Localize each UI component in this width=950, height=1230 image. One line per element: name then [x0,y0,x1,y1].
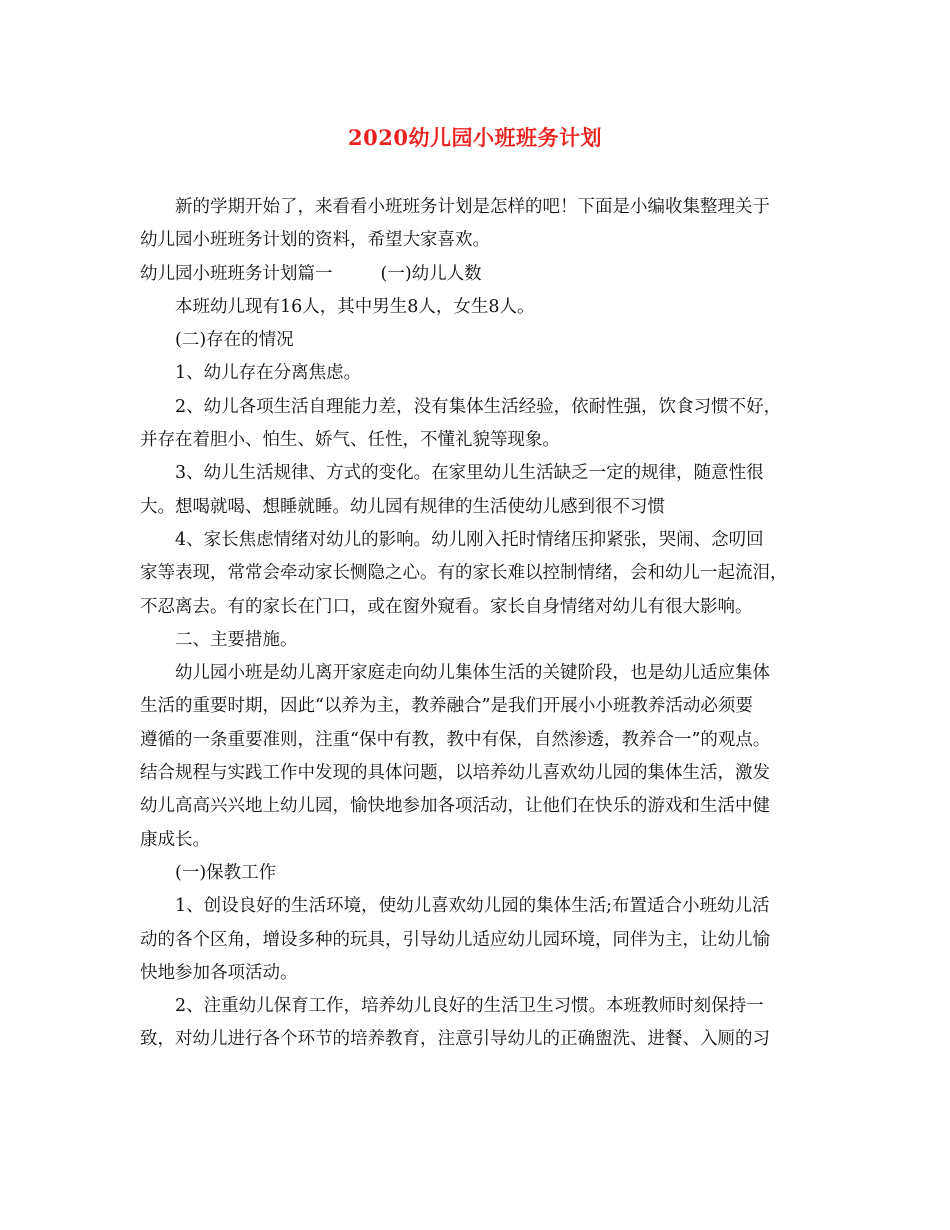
text-line [140,1023,830,1056]
text-line-content: 本班幼儿现有16人，其中男生8人，女生8人。 [175,296,535,317]
text-line [140,624,830,657]
text-line-content: 动的各个区角，增设多种的玩具，引导幼儿适应幼儿园环境，同伴为主，让幼儿愉 [140,929,770,950]
text-line-content-secondary: (一)幼儿人数 [380,263,482,284]
text-line [140,591,830,624]
text-line [140,690,830,723]
text-line-content: 遵循的一条重要准则，注重“保中有教，教中有保，自然渗透，教养合一”的观点。 [140,729,771,750]
text-line-content: 4、家长焦虑情绪对幼儿的影响。幼儿刚入托时情绪压抑紧张，哭闹、念叨回 [175,529,764,550]
text-line [140,990,830,1023]
text-line-content: 康成长。 [140,829,210,850]
text-line-content: 幼儿园小班是幼儿离开家庭走向幼儿集体生活的关键阶段，也是幼儿适应集体 [175,663,770,684]
text-line-content: 1、创设良好的生活环境，使幼儿喜欢幼儿园的集体生活;布置适合小班幼儿活 [175,896,770,917]
document-body [140,191,830,1057]
text-line [140,890,830,923]
text-line-content: 1、幼儿存在分离焦虑。 [175,363,362,384]
text-line [140,824,830,857]
text-line [140,757,830,790]
text-line-content: 幼儿高高兴兴地上幼儿园，愉快地参加各项活动，让他们在快乐的游戏和生活中健 [140,796,770,817]
text-line [140,224,830,257]
text-line-content: (一)保教工作 [175,862,277,883]
text-line-content: 并存在着胆小、怕生、娇气、任性，不懂礼貌等现象。 [140,430,560,451]
text-line-content: 生活的重要时期，因此“以养为主，教养融合”是我们开展小小班教养活动必须要 [140,696,753,717]
text-line-content: 新的学期开始了，来看看小班班务计划是怎样的吧！下面是小编收集整理关于 [175,197,770,217]
text-line-content: 不忍离去。有的家长在门口，或在窗外窥看。家长自身情绪对幼儿有很大影响。 [140,596,753,617]
text-line [140,357,830,390]
text-line [140,524,830,557]
text-line [140,857,830,890]
text-line-content: 结合规程与实践工作中发现的具体问题，以培养幼儿喜欢幼儿园的集体生活，激发 [140,763,770,784]
text-line [140,424,830,457]
text-line-content: (二)存在的情况 [175,330,294,351]
text-line [140,957,830,990]
text-line [140,657,830,690]
text-line [140,924,830,957]
text-line-content: 家等表现，常常会牵动家长恻隐之心。有的家长难以控制情绪，会和幼儿一起流泪， [140,563,788,584]
text-line-content: 2、幼儿各项生活自理能力差，没有集体生活经验，依耐性强，饮食习惯不好， [175,396,782,417]
text-line [140,291,830,324]
text-line-content: 幼儿园小班班务计划的资料，希望大家喜欢。 [140,230,490,251]
text-line [140,790,830,823]
text-line [140,491,830,524]
text-line [140,324,830,357]
document-title: 2020幼儿园小班班务计划 [348,125,602,150]
text-line [140,557,830,590]
text-line [140,724,830,757]
text-line-content: 幼儿园小班班务计划篇一 [140,263,333,284]
text-line-content: 2、注重幼儿保育工作，培养幼儿良好的生活卫生习惯。本班教师时刻保持一 [175,996,764,1017]
text-line-content: 3、幼儿生活规律、方式的变化。在家里幼儿生活缺乏一定的规律，随意性很 [175,463,764,484]
text-line-content: 致，对幼儿进行各个环节的培养教育，注意引导幼儿的正确盥洗、进餐、入厕的习 [140,1029,770,1050]
text-line [140,191,830,224]
text-line [140,391,830,424]
text-line-content: 大。想喝就喝、想睡就睡。幼儿园有规律的生活使幼儿感到很不习惯 [140,496,665,517]
text-line [140,457,830,490]
text-line-content: 二、主要措施。 [175,629,298,650]
text-line-content: 快地参加各项活动。 [140,962,298,983]
text-line [140,258,830,291]
